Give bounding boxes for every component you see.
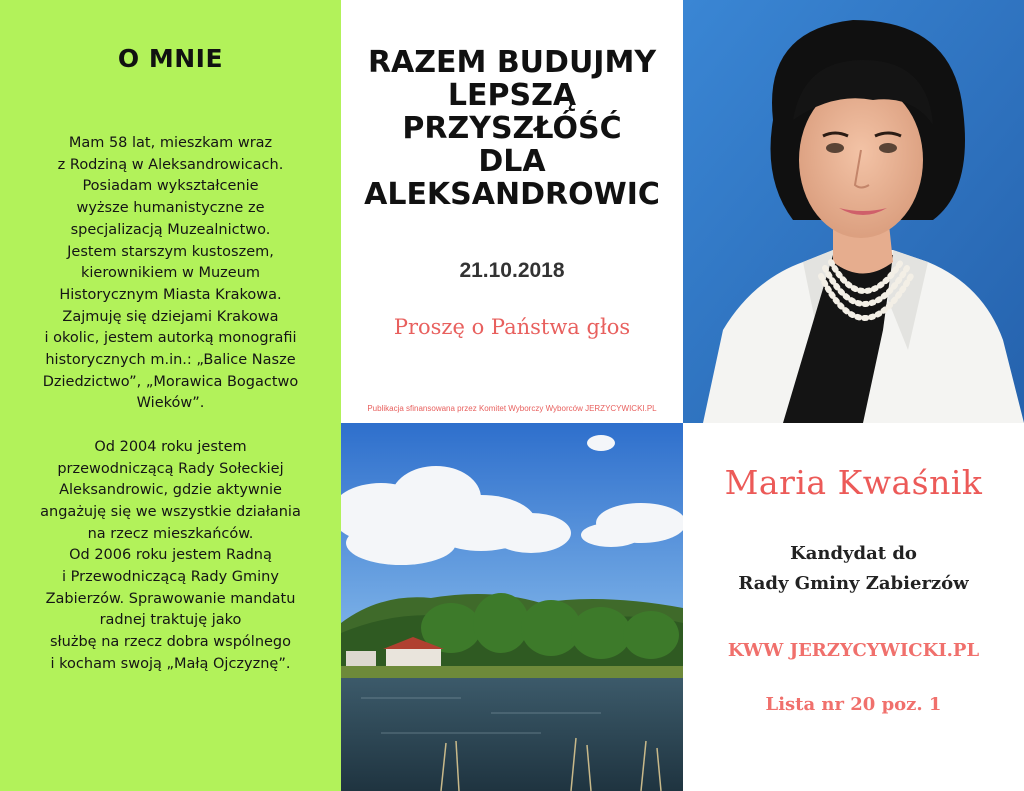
about-line: Mam 58 lat, mieszkam wraz xyxy=(68,135,273,151)
about-line: kierownikiem w Muzeum xyxy=(80,265,261,282)
about-line: na rzecz mieszkańców. xyxy=(87,525,254,542)
slogan-line: ALEKSANDROWIC xyxy=(364,177,660,212)
election-date: 21.10.2018 xyxy=(459,259,565,282)
slogan-panel xyxy=(341,0,683,423)
about-line: Aleksandrowic, gdzie aktywnie xyxy=(59,482,282,499)
about-text xyxy=(20,133,321,676)
about-line: z Rodziną w Aleksandrowicach. xyxy=(57,156,284,173)
about-line: Od 2006 roku jestem Radną xyxy=(69,547,272,564)
slogan-line: RAZEM BUDUJMY xyxy=(367,45,657,80)
about-line: Historycznym Miasta Krakowa. xyxy=(59,286,282,303)
about-line: Zajmuję się dziejami Krakowa xyxy=(62,308,279,325)
about-line: radnej traktuję jako xyxy=(99,612,242,629)
about-line: Zabierzów. Sprawowanie mandatu xyxy=(45,590,296,607)
slogan-heading xyxy=(341,46,683,211)
list-position: Lista nr 20 poz. 1 xyxy=(765,694,942,715)
about-title: O MNIE xyxy=(117,44,224,73)
about-panel xyxy=(0,0,341,791)
about-line: wyższe humanistyczne ze xyxy=(76,200,265,217)
about-line: i okolic, jestem autorką monografii xyxy=(44,330,297,347)
paragraph-gap xyxy=(20,415,321,437)
slogan-line: PRZYSZŁÓŚĆ xyxy=(402,111,622,146)
funding-disclaimer: Publikacja sfinansowana przez Komitet Wyborczy Wyborców JERZYCYWICKI.PL xyxy=(367,404,657,413)
portrait-illustration xyxy=(683,0,1024,423)
landscape-illustration xyxy=(341,423,683,791)
candidate-photo xyxy=(683,0,1024,423)
about-line: i Przewodniczącą Rady Gminy xyxy=(62,569,279,586)
candidate-role xyxy=(683,539,1024,599)
landscape-photo xyxy=(341,423,683,791)
slogan-line: DLA xyxy=(478,144,546,179)
about-line: służbę na rzecz dobra wspólnego xyxy=(49,634,292,651)
committee-website: KWW JERZYCYWICKI.PL xyxy=(727,640,980,661)
role-line: Rady Gminy Zabierzów xyxy=(738,573,969,594)
about-line: Od 2004 roku jestem xyxy=(94,438,247,455)
about-line: angażuję się we wszystkie działania xyxy=(40,503,301,520)
vote-request: Proszę o Państwa głos xyxy=(393,315,631,339)
about-line: Jestem starszym kustoszem, xyxy=(67,243,274,260)
slogan-line: LEPSZĄ xyxy=(447,78,577,113)
about-line: przewodniczącą Rady Sołeckiej xyxy=(57,460,284,477)
about-line: i kocham swoją „Małą Ojczyznę”. xyxy=(50,655,291,672)
about-line: specjalizacją Muzealnictwo. xyxy=(70,221,271,238)
candidate-info-panel xyxy=(683,423,1024,791)
about-line: Posiadam wykształcenie xyxy=(82,178,259,195)
about-line: historycznych m.in.: „Balice Nasze xyxy=(45,352,296,369)
candidate-name: Maria Kwaśnik xyxy=(724,463,983,502)
about-line: Wieków”. xyxy=(136,395,205,412)
about-line: Dziedzictwo”, „Morawica Bogactwo xyxy=(42,373,299,390)
role-line: Kandydat do xyxy=(790,543,917,564)
